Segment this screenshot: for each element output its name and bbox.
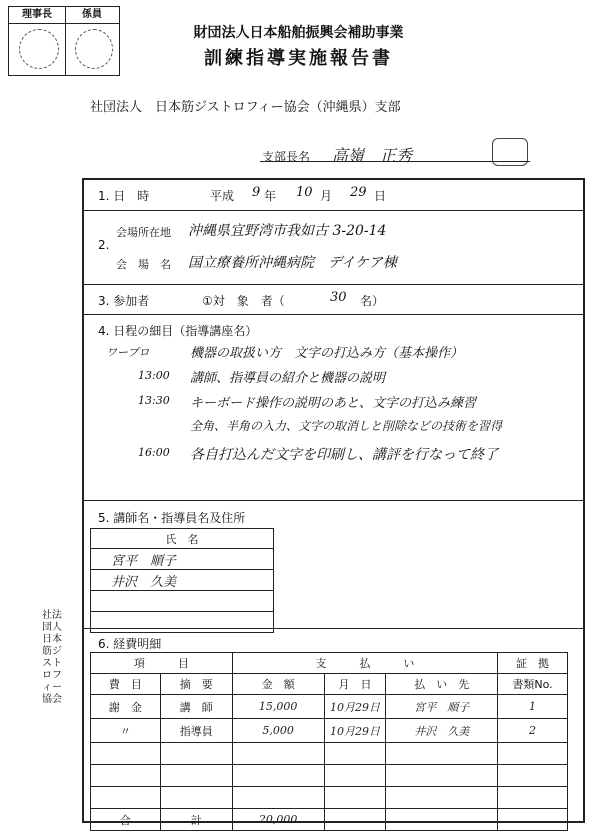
expense-table <box>90 652 568 831</box>
branch-head <box>262 143 412 166</box>
venue-section-number: 2. <box>98 238 110 252</box>
schedule-time: 16:00 <box>138 446 170 459</box>
expense-payee: 宮平 順子 <box>386 695 498 719</box>
expense-doc-no: 2 <box>498 719 568 743</box>
total-amount: 20,000 <box>232 809 324 831</box>
document-title: 訓練指導実施報告書 <box>204 48 393 69</box>
total-label-2: 計 <box>160 809 232 831</box>
total-row <box>91 809 568 831</box>
expense-kind: 〃 <box>91 719 161 743</box>
branch-head-name: 高嶺 正秀 <box>331 146 412 165</box>
venue-name-label: 会 場 名 <box>116 258 171 271</box>
instructor-name: 井沢 久美 <box>91 570 274 591</box>
date-year: 9 <box>252 185 261 200</box>
instructor-name: 宮平 順子 <box>91 549 274 570</box>
era-label: 平成 <box>210 189 235 203</box>
payment-header: 支 払 い <box>232 653 497 674</box>
instructor-label: 5. 講師名・指導員名及住所 <box>98 511 246 525</box>
stamp-header-staff: 係員 <box>65 7 119 24</box>
expense-kind: 謝 金 <box>91 695 161 719</box>
venue-address: 沖縄県宜野湾市我如古 3-20-14 <box>188 223 387 239</box>
schedule-item: キーボード操作の説明のあと、文字の打込み練習 <box>190 396 477 411</box>
branch-head-label: 支部長名 <box>262 150 311 164</box>
venue-address-label: 会場所在地 <box>116 226 171 239</box>
instructor-column-header: 氏 名 <box>91 529 274 549</box>
date-month: 10 <box>296 185 313 200</box>
schedule-time: 13:00 <box>138 369 170 382</box>
instructor-table <box>90 528 274 633</box>
expense-label: 6. 経費明細 <box>98 637 162 651</box>
kind-header: 費 目 <box>91 674 161 695</box>
expense-desc: 講 師 <box>160 695 232 719</box>
amount-header: 金 額 <box>232 674 324 695</box>
table-row <box>91 695 568 719</box>
desc-header: 摘 要 <box>160 674 232 695</box>
date-day: 29 <box>350 185 367 200</box>
schedule-item: 全角、半角の入力、文字の取消しと削除などの技術を習得 <box>190 419 503 433</box>
expense-desc: 指導員 <box>160 719 232 743</box>
expense-amount: 15,000 <box>232 695 324 719</box>
year-unit: 年 <box>264 189 277 203</box>
doc-no-header: 書類No. <box>498 674 568 695</box>
expense-date: 10月29日 <box>324 695 386 719</box>
participant-count: 30 <box>330 290 347 305</box>
expense-doc-no: 1 <box>498 695 568 719</box>
report-form <box>82 178 585 827</box>
participant-count-unit: 名） <box>360 294 385 308</box>
item-header: 項 目 <box>91 653 233 674</box>
schedule-item: 講師、指導員の紹介と機器の説明 <box>190 371 386 386</box>
venue-name: 国立療養所沖縄病院 デイケア棟 <box>188 255 397 271</box>
expense-date: 10月29日 <box>324 719 386 743</box>
schedule-item: 各自打込んだ文字を印刷し、講評を行なって終了 <box>190 447 498 463</box>
schedule-time: ワープロ <box>106 346 150 359</box>
total-label-1: 合 <box>91 809 161 831</box>
day-unit: 日 <box>374 189 387 203</box>
payee-header: 払 い 先 <box>386 674 498 695</box>
expense-amount: 5,000 <box>232 719 324 743</box>
date-label: 1. 日 時 <box>98 189 150 203</box>
target-participants-label: ①対 象 者（ <box>202 294 285 308</box>
expense-payee: 井沢 久美 <box>386 719 498 743</box>
month-unit: 月 <box>320 189 333 203</box>
date-header: 月 日 <box>324 674 386 695</box>
document-supertitle: 財団法人日本船舶振興会補助事業 <box>193 25 404 41</box>
table-row <box>91 719 568 743</box>
schedule-label: 4. 日程の細目（指導講座名） <box>98 324 258 338</box>
organization-name: 社団法人 日本筋ジストロフィー協会（沖縄県）支部 <box>90 100 401 115</box>
side-organization-text: 社法団人日本筋ジストロフィー協会 <box>42 610 62 705</box>
schedule-item: 機器の取扱い方 文字の打込み方（基本操作） <box>190 346 464 361</box>
proof-header: 証 拠 <box>498 653 568 674</box>
stamp-header-director: 理事長 <box>9 7 66 24</box>
schedule-time: 13:30 <box>138 394 170 407</box>
participants-label: 3. 参加者 <box>98 294 150 308</box>
signature-line <box>260 161 530 162</box>
